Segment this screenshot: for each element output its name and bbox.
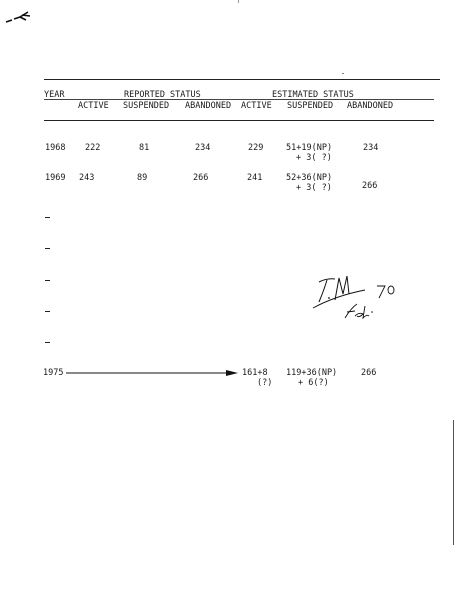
reported-suspended-value: 89	[137, 173, 148, 183]
col-estimated-suspended: SUSPENDED	[287, 101, 334, 111]
year-dash	[45, 280, 50, 281]
col-estimated-abandoned: ABANDONED	[347, 101, 394, 111]
projection-arrow-icon	[66, 369, 240, 377]
estimated-suspended-extra: + 6(?)	[298, 378, 329, 388]
scan-dot	[342, 73, 344, 74]
estimated-suspended-value: 52+36(NP)	[286, 173, 333, 183]
estimated-active-value: 229	[248, 143, 264, 153]
header-bottom-rule	[44, 120, 434, 121]
scan-dot	[238, 0, 239, 3]
estimated-abandoned-value: 266	[361, 368, 377, 378]
year-dash	[45, 248, 50, 249]
row-year: 1969	[45, 173, 66, 183]
estimated-active-extra: (?)	[257, 378, 273, 388]
estimated-suspended-value: 119+36(NP)	[286, 368, 338, 378]
row-year: 1968	[45, 143, 66, 153]
reported-suspended-value: 81	[139, 143, 150, 153]
reported-active-value: 243	[79, 173, 95, 183]
reported-status-header: REPORTED STATUS	[124, 90, 201, 100]
estimated-active-value: 161+8	[242, 368, 268, 378]
handwritten-signature	[305, 268, 405, 330]
year-dash	[45, 342, 50, 343]
estimated-suspended-extra: + 3( ?)	[296, 183, 332, 193]
estimated-suspended-extra: + 3( ?)	[296, 153, 332, 163]
header-rule	[44, 99, 434, 100]
col-reported-active: ACTIVE	[78, 101, 109, 111]
scan-edge-line	[453, 420, 454, 545]
estimated-status-header: ESTIMATED STATUS	[272, 90, 354, 100]
reported-active-value: 222	[85, 143, 101, 153]
year-header: YEAR	[44, 90, 65, 100]
estimated-abandoned-value: 266	[362, 181, 378, 191]
col-estimated-active: ACTIVE	[241, 101, 272, 111]
year-dash	[45, 311, 50, 312]
year-dash	[45, 217, 50, 218]
estimated-abandoned-value: 234	[363, 143, 379, 153]
col-reported-suspended: SUSPENDED	[123, 101, 170, 111]
top-rule	[44, 79, 440, 80]
row-year: 1975	[43, 368, 64, 378]
reported-abandoned-value: 234	[195, 143, 211, 153]
reported-abandoned-value: 266	[193, 173, 209, 183]
scan-mark-icon	[4, 8, 36, 26]
col-reported-abandoned: ABANDONED	[185, 101, 232, 111]
estimated-suspended-value: 51+19(NP)	[286, 143, 333, 153]
estimated-active-value: 241	[247, 173, 263, 183]
